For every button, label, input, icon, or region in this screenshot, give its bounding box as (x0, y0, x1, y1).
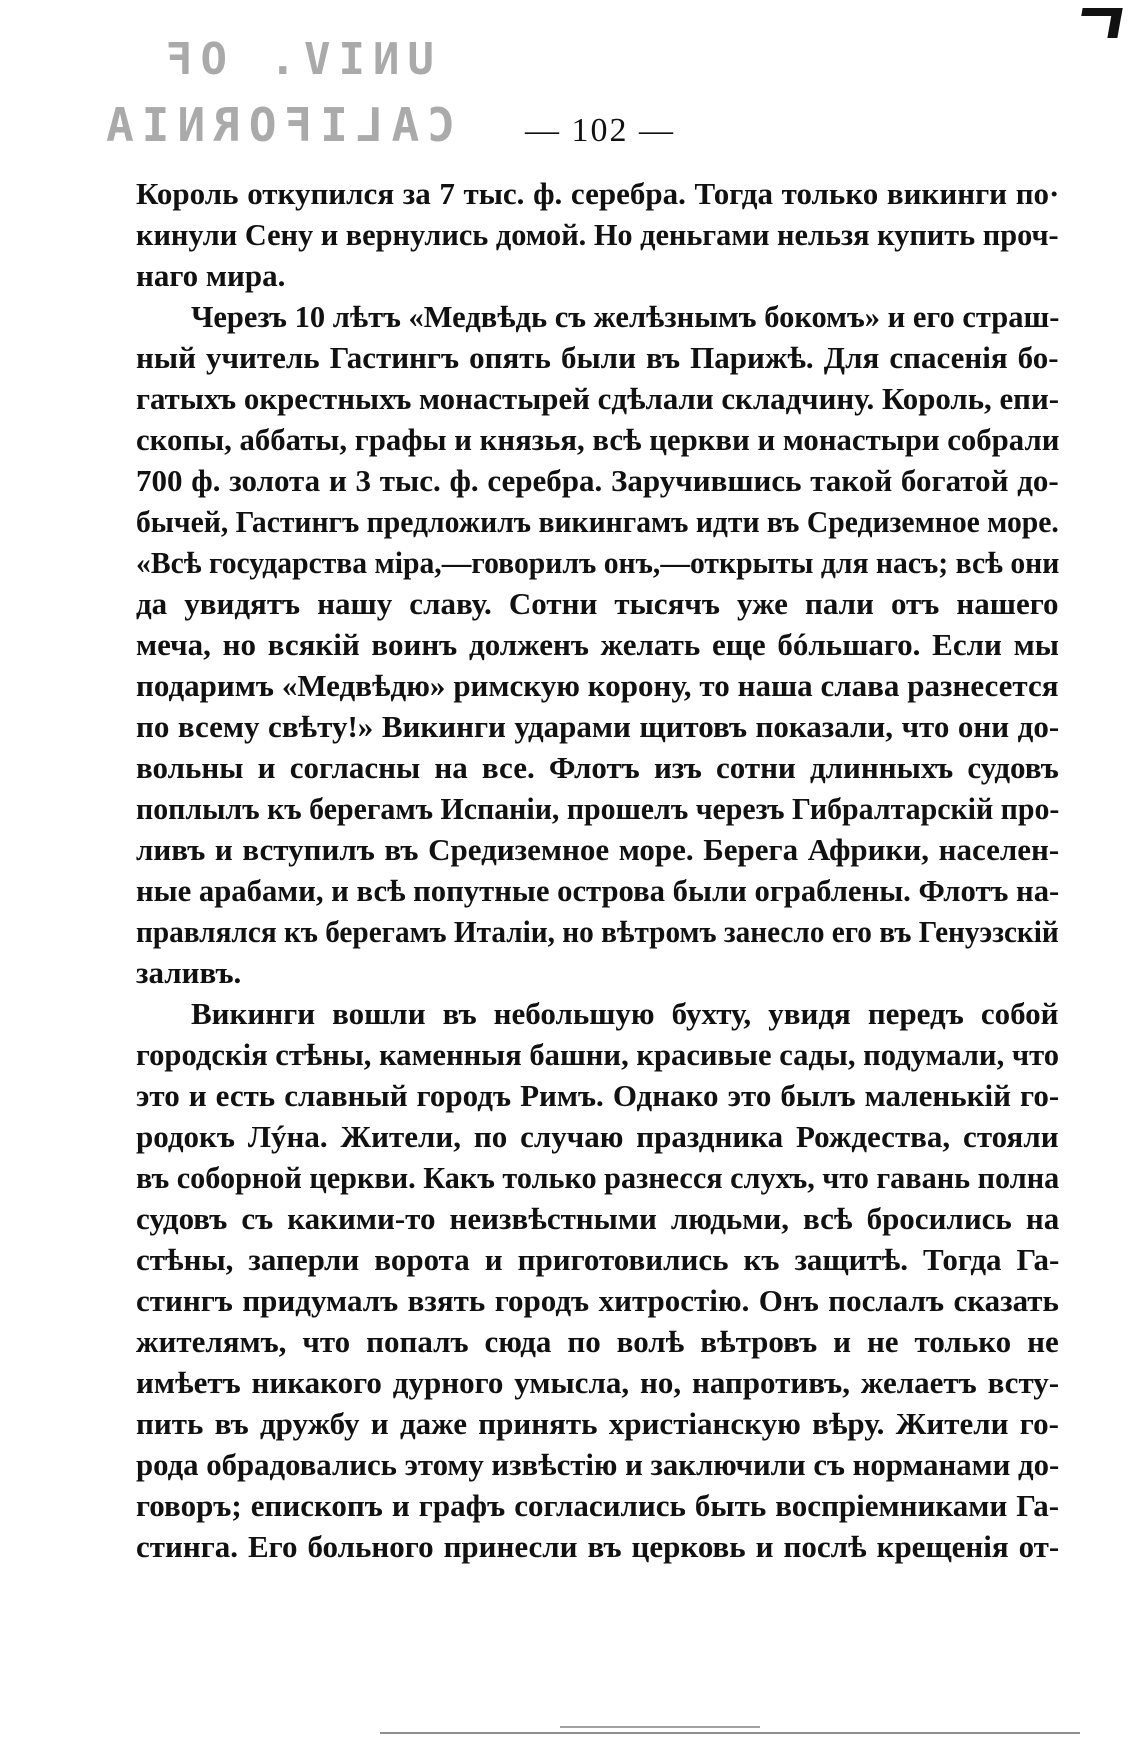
stamp-line-2: CALIFORNIA (98, 98, 455, 152)
text-line: Викинги вошли въ небольшую бухту, увидя передъ собой (191, 996, 1059, 1031)
text-line: судовъ съ какими-то неизвѣстными людьми, всѣ бросились на (136, 1201, 1060, 1236)
text-line: стинга. Его больного принесли въ церковь и послѣ крещенія от- (136, 1529, 1060, 1564)
corner-mark (1077, 8, 1122, 38)
text-line: жителямъ, что попалъ сюда по волѣ вѣтровъ и не только не (136, 1324, 1059, 1359)
text-line: кинули Сену и вернулись домой. Но деньгами нельзя купить проч- (136, 217, 1059, 252)
text-line: 700 ф. золота и 3 тыс. ф. серебра. Заручившись такой богатой до- (136, 463, 1059, 498)
page-number: — 102 — (525, 112, 675, 149)
text-line: ный учитель Гастингъ опять были въ Парижѣ. Для спасенія бо- (136, 340, 1059, 375)
text-line: ные арабами, и всѣ попутные острова были ограблены. Флотъ на- (136, 873, 1060, 908)
text-line: имѣетъ никакого дурного умысла, но, напротивъ, желаетъ всту- (136, 1365, 1060, 1400)
text-line: меча, но всякій воинъ долженъ желать еще бóльшаго. Если мы (136, 627, 1059, 662)
text-line: ливъ и вступилъ въ Средиземное море. Берега Африки, населен- (136, 832, 1060, 867)
text-line: стингъ придумалъ взять городъ хитростію. Онъ послалъ сказать (136, 1283, 1059, 1318)
stamp-line-1: UNIV. OF (158, 34, 434, 85)
footer-rule (380, 1732, 1080, 1734)
text-line: Черезъ 10 лѣтъ «Медвѣдь съ желѣзнымъ бокомъ» и его страш- (191, 299, 1060, 334)
text-line: наго мира. (136, 258, 286, 293)
text-line: Король откупился за 7 тыс. ф. серебра. Тогда только викинги по· (136, 176, 1060, 211)
text-line: рода обрадовались этому извѣстію и заключили съ норманами до- (136, 1447, 1060, 1482)
text-line: бычей, Гастингъ предложилъ викингамъ идти въ Средиземное море. (136, 504, 1059, 539)
text-line: заливъ. (136, 955, 242, 990)
text-line: поплылъ къ берегамъ Испаніи, прошелъ черезъ Гибралтарскій про- (136, 791, 1060, 826)
text-line: родокъ Лýна. Жители, по случаю праздника Рождества, стояли (136, 1119, 1059, 1154)
text-line: въ соборной церкви. Какъ только разнесся слухъ, что гавань полна (136, 1160, 1060, 1195)
text-line: пить въ дружбу и даже принять христіанскую вѣру. Жители го- (136, 1406, 1059, 1441)
text-line: да увидятъ нашу славу. Сотни тысячъ уже пали отъ нашего (136, 586, 1059, 621)
text-line: подаримъ «Медвѣдю» римскую корону, то наша слава разнесется (136, 668, 1059, 703)
text-line: скопы, аббаты, графы и князья, всѣ церкви и монастыри собрали (136, 422, 1060, 457)
text-line: вольны и согласны на все. Флотъ изъ сотни длинныхъ судовъ (136, 750, 1059, 785)
text-line: «Всѣ государства міра,—говорилъ онъ,—открыты для насъ; всѣ они (136, 545, 1060, 580)
text-line: правлялся къ берегамъ Италіи, но вѣтромъ занесло его въ Генуэзскій (136, 914, 1059, 949)
text-line: стѣны, заперли ворота и приготовились къ защитѣ. Тогда Га- (136, 1242, 1060, 1277)
text-line: по всему свѣту!» Викинги ударами щитовъ показали, что они до- (136, 709, 1060, 744)
text-line: это и есть славный городъ Римъ. Однако это былъ маленькій го- (136, 1078, 1060, 1113)
footer-rule-short (560, 1726, 760, 1728)
text-line: городскія стѣны, каменныя башни, красивые сады, подумали, что (136, 1037, 1060, 1072)
text-line: гатыхъ окрестныхъ монастырей сдѣлали складчину. Король, епи- (136, 381, 1060, 416)
text-line: говоръ; епископъ и графъ согласились быть воспріемниками Га- (136, 1488, 1060, 1523)
